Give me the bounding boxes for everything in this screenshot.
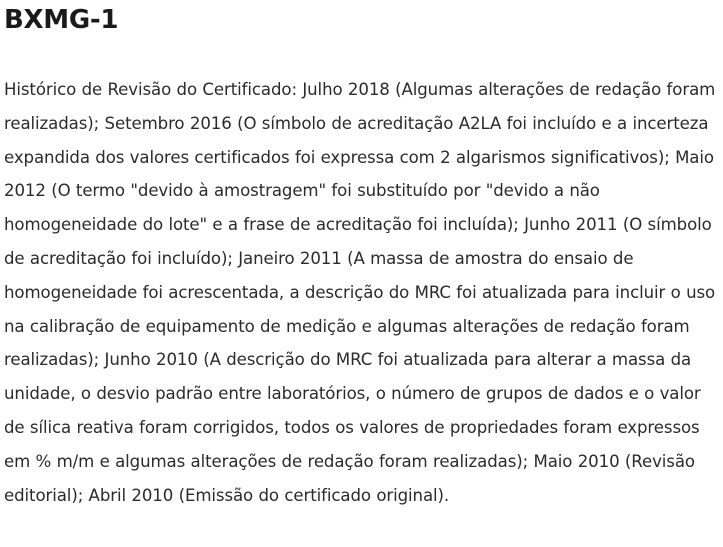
- document-page: [4, 0, 716, 512]
- revision-history-paragraph: Histórico de Revisão do Certificado: Julho 2018 (Algumas alterações de redação foram realizadas); Setembro 2016 (O símbolo de acreditação A2LA foi incluído e a incerteza expandida dos valores certificados foi expressa com 2 algarismos significativos); Maio 2012 (O termo "devido à amostragem" foi substituído por "devido a não homogeneidade do lote" e a frase de acreditação foi incluída); Junho 2011 (O símbolo de acreditação foi incluído); Janeiro 2011 (A massa de amostra do ensaio de homogeneidade foi acrescentada, a descrição do MRC foi atualizada para incluir o uso na calibração de equipamento de medição e algumas alterações de redação foram realizadas); Junho 2010 (A descrição do MRC foi atualizada para alterar a massa da unidade, o desvio padrão entre laboratórios, o número de grupos de dados e o valor de sílica reativa foram corrigidos, todos os valores de propriedades foram expressos em % m/m e algumas alterações de redação foram realizadas); Maio 2010 (Revisão editorial); Abril 2010 (Emissão do certificado original).: [4, 80, 716, 505]
- document-title: BXMG-1: [4, 5, 119, 35]
